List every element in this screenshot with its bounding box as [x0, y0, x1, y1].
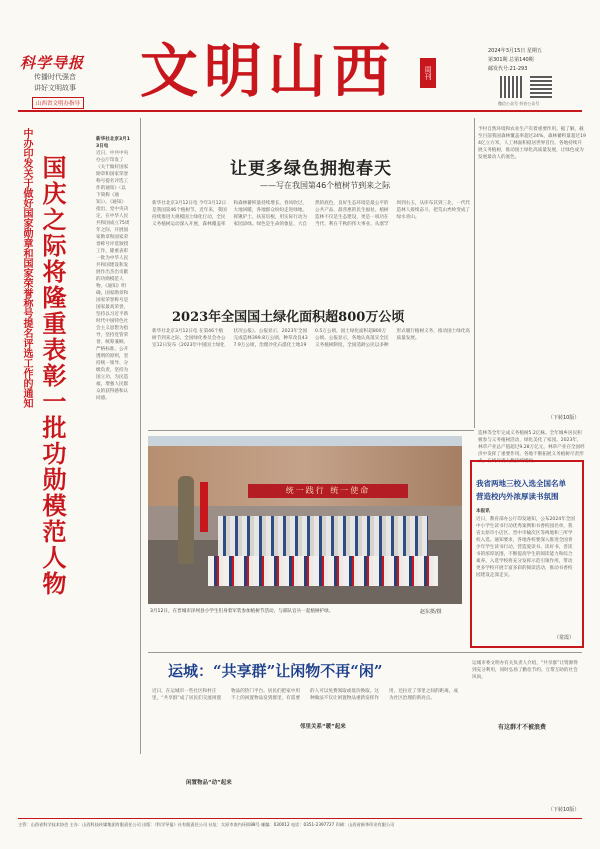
masthead-rule [18, 110, 582, 112]
footer-rule [18, 818, 582, 819]
bottom-rule [148, 652, 582, 653]
vertical-subtitle: 中办印发关于做好国家勋章和国家荣誉称号提名评选工作的通知 [21, 128, 32, 408]
lead-continued: （下转10版） [548, 415, 580, 421]
bottom-continued: （下转10版） [548, 807, 580, 813]
bottom-body: 近日，在运城市一些社区和村庄里，“共享群”成了居民们交流闲置物品的热门平台。居民们把家中用不上的闲置物品发到群里，有需要的人可以免费领取或低价换取。这种做法不仅让闲置物品重新发挥作用，还拉近了邻里之间的距离，成为社区治理的新亮点。 [152, 689, 458, 701]
red-banner: 统一践行 统一使命 [248, 484, 408, 498]
sponsor-label: 山西省文明办指导 [32, 97, 84, 109]
second-body: 新华社北京3月12日电 在第46个植树节到来之际，全国绿化委员会办公室12日发布《2023年中国国土绿化状况公报》。公报显示，2023年全国完成造林399.8万公顷、种草改良437.9万公顷，治理沙化石漠化土地190.5万公顷，国土绿化面积超800万公顷。公报显示，各地认真落实全民义务植树制度，全国适龄公民以多种形式履行植树义务，推动国土绿化高质量发展。 [152, 329, 471, 348]
vertical-body: 近日，中共中央办公厅印发了《关于做好国家勋章和国家荣誉称号提名评选工作的通知》（以下简称《通知》）。《通知》指出，党中央决定，在中华人民共和国成立75周年之际，开展国家勋章和国家荣誉称号评选颁授工作，隆重表彰一批为中华人民共和国建设和发展作出杰出贡献的功勋模范人物。《通知》明确，国家勋章和国家荣誉称号是国家最高荣誉，坚持以习近平新时代中国特色社会主义思想为指导，坚持党管荣誉、统筹兼顾、严格标准、公开透明的原则，坚持统一领导、分级负责，坚持为国立功、为民造福，增强人民群众的获得感和认同感。 [96, 151, 130, 401]
second-side-body: 造林等全年完成义务植树5.2亿株。全年城乡居民积极参与义务植树活动，绿化美化了家园。2023年，林草产业总产值超过9.28万亿元，林草产业在全国经济中发挥了重要作用。各地不断拓展义务植树尽责形式，在线尽责人数持续增加。 [478, 431, 585, 464]
bottom-headline: 运城：“共享群”让闲物不再“闲” [168, 662, 383, 680]
lead-side-body: 予村自然环境和农业生产有着重要作用。据了解，截至目前我国森林覆盖率超过24%，森林蓄积量超过194亿立方米，人工林面积稳居世界首位。各地持续开展义务植树，推动国土绿化高质量发展，让绿色成为发展最动人的底色。 [478, 127, 586, 160]
bottom-label-2: 邻里关系“暖”起来 [300, 724, 346, 730]
qr-code-douyin [530, 76, 552, 98]
feature-subheadline: 营造校内外浓厚读书氛围 [476, 492, 559, 501]
bottom-subheadline: 有这群才不被浪费 [498, 724, 547, 731]
flag [200, 482, 208, 532]
qr-code-wechat [500, 76, 522, 98]
soldier-figure [178, 476, 194, 564]
issue-number: 第301期 总第140期 [488, 57, 534, 63]
masthead-title: 文明山西 [140, 37, 397, 105]
slogan-2: 讲好文明故事 [34, 84, 76, 92]
second-rule [148, 430, 474, 431]
bottom-side-body: 运城市委文明办有关负责人介绍，“共享群”让资源得到充分利用，同时弘扬了勤俭节约、互帮互助的社会风尚。 [472, 661, 578, 680]
slogan-1: 传播时代强音 [34, 73, 76, 81]
brand-logo: 科学导报 [20, 54, 85, 72]
lead-subheadline: ——写在我国第46个植树节到来之际 [260, 181, 391, 190]
lead-body: 新华社北京3月12日电 今年3月12日是我国第46个植树节。近年来，我国持续推进大规模国土绿化行动，全民义务植树运动深入开展，森林覆盖率和森林蓄积量持续增长。春风吹过，大地回暖，各地群众纷纷走进绿地，挥锹铲土、扶苗培根，用实际行动为家园添绿。绿色是生命的象征、大自然的底色，良好生态环境是最公平的公共产品、最普惠的民生福祉。植树造林不仅是生态建设，更是一项功在当代、利在千秋的伟大事业。从塞罕坝到右玉，从库布其到三北，一代代造林人接续奋斗，把荒山秃岭变成了绿水青山。 [152, 201, 471, 227]
photo-credit: 赵东摄/摄 [420, 609, 442, 615]
feature-author: （常霞） [554, 635, 575, 641]
lead-headline: 让更多绿色拥抱春天 [230, 159, 392, 179]
footer-info: 主管：山西省科学技术协会 主办：山西科技传媒集团有限责任公司 出版：《科学导报》社有限责任公司 社址：太原市南内环街88号 邮编：030012 电话：0351-2397727 印刷：山西省新华印业有限公司 [18, 822, 395, 827]
postal-code: 邮发代号:21-293 [488, 66, 528, 72]
second-headline: 2023年全国国土绿化面积超800万公顷 [172, 310, 405, 325]
vertical-dateline: 新华社北京3月13日电 [96, 137, 130, 149]
issue-date: 2024年3月15日 星期五 [488, 48, 542, 54]
column-divider [140, 118, 141, 754]
news-photo [148, 436, 462, 604]
bottom-label-1: 闲置物品“动”起来 [186, 780, 232, 786]
qr-caption: 微信公众号 抖音公众号 [498, 101, 540, 106]
vertical-headline: 国庆之际将隆重表彰一批功勋模范人物 [38, 155, 67, 597]
student-rows-front [208, 556, 438, 586]
lead-divider [474, 118, 475, 428]
weekly-badge: 周刊 [420, 58, 436, 88]
feature-byline: 本报讯 [476, 509, 490, 514]
feature-body: 近日，教育部办公厅印发通知，公布2024年全国中小学生读书行动优秀案例和书香校园名单，我省太原市小店区、晋中市榆次区等两地和三所学校入选。通知要求，各地各校要深入推进全国青少年学生读书行动，营造爱读书、读好书、善读书的浓厚氛围，不断提高学生的阅读能力和综合素养。入选学校将充分发挥示范引领作用，带动更多学校开展丰富多彩的阅读活动，推动书香校园建设走深走实。 [476, 517, 575, 578]
feature-headline: 我省两地三校入选全国名单 [476, 479, 566, 488]
photo-caption: 3月12日，在晋城市泽州县小学生们身着军装参加植树节活动，与部队官兵一起植树护绿。 [150, 609, 334, 614]
